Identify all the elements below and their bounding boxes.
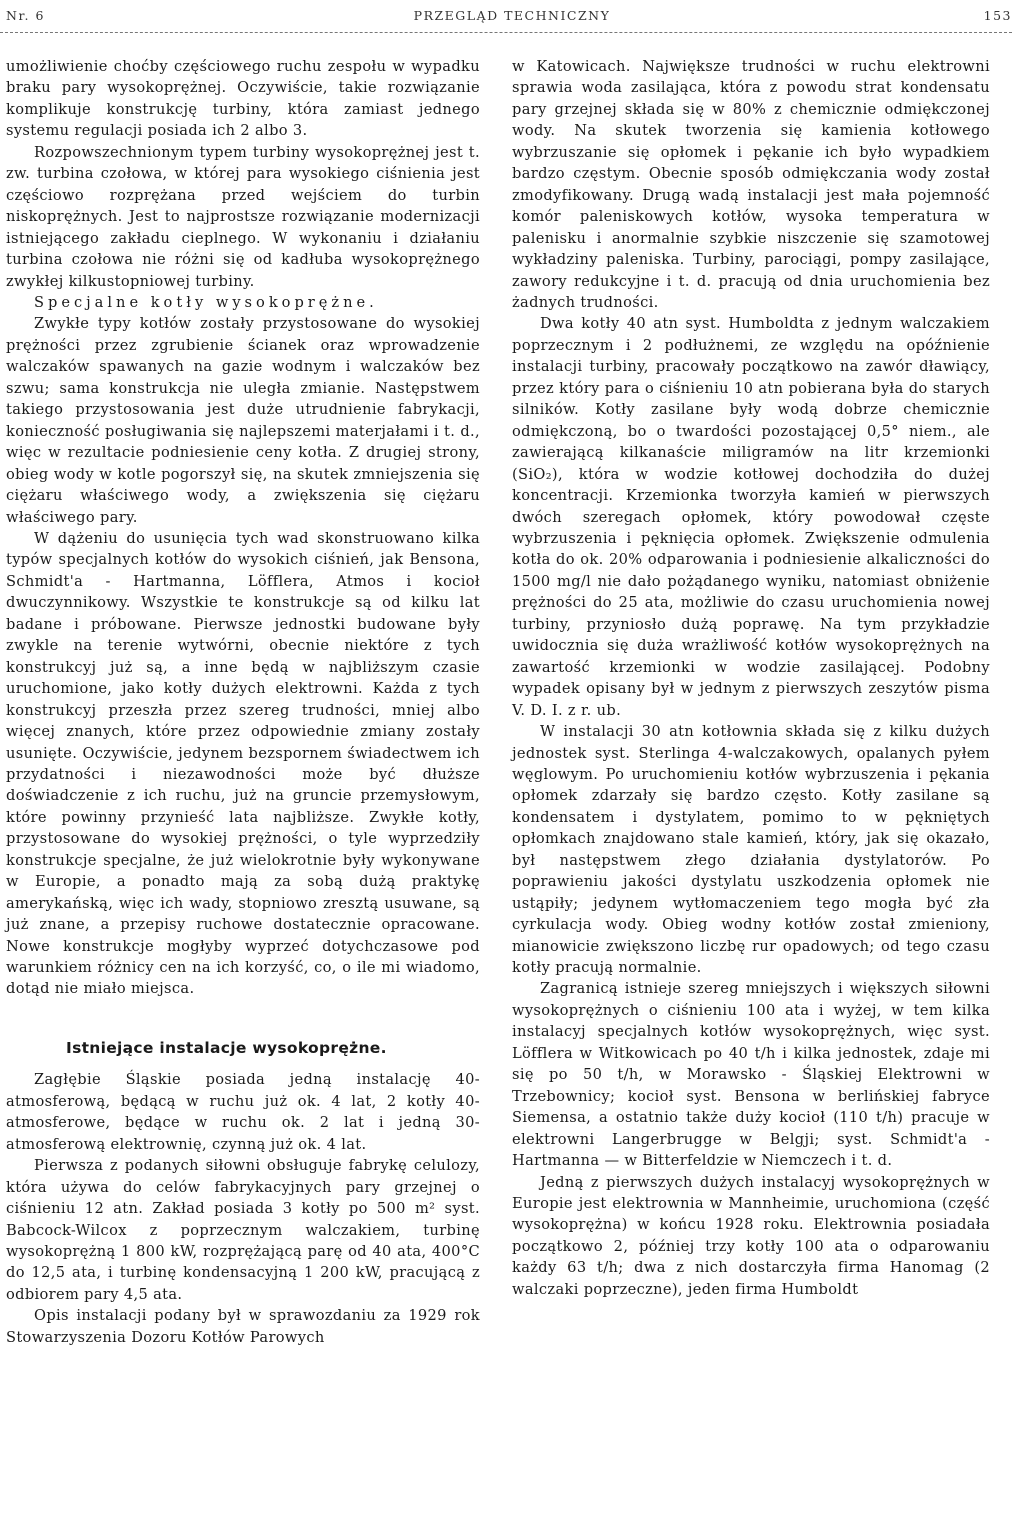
paragraph: W dążeniu do usunięcia tych wad skonstruowano kilka typów specjalnych kotłów do wysokich ciśnień, jak Bensona, Schmidt'a - Hartmanna, Löfflera, Atmos i kocioł dwuczynnikowy. Wszystkie te konstrukcje są od kilku lat badane i próbowane. Pierwsze jednostki budowane były zwykle na terenie wytwórni, obecnie niektóre z tych konstrukcyj już są, a inne będą w najbliższym czasie uruchomione, jako kotły dużych elektrowni. Każda z tych konstrukcyj przeszła przez szereg trudności, mniej albo więcej znanych, które przez odpowiednie zmiany zostały usunięte. Oczywiście, jedynem bezspornem świadectwem ich przydatności i niezawodności może być dłuższe doświadczenie z ich ruchu, już na gruncie przemysłowym, które powinny przynieść lata najbliższe. Zwykłe kotły, przystosowane do wysokiej prężności, o tyle wyprzedziły konstrukcje specjalne, że już wielokrotnie były wykonywane w Europie, a ponadto mają za sobą dużą praktykę amerykańską, więc ich wady, stopniowo zresztą usuwane, są już znane, a przepisy ruchowe dostatecznie opracowane. Nowe konstrukcje mogłyby wyprzeć dotychczasowe pod warunkiem różnicy cen na ich korzyść, co, o ile mi wiadomo, dotąd nie miało miejsca. bbox=[6, 529, 480, 998]
paragraph: Opis instalacji podany był w sprawozdaniu za 1929 rok Stowarzyszenia Dozoru Kotłów Parowych bbox=[6, 1307, 480, 1346]
section-subheading: Specjalne kotły wysokoprężne. bbox=[34, 293, 378, 311]
paragraph: Zagłębie Śląskie posiada jedną instalację 40-atmosferową, będącą w ruchu już ok. 4 lat, 2 kotły 40-atmosferowe, będące w ruchu ok. 2 lat i jedną 30-atmosferową elektrownię, czynną już ok. 4 lat. bbox=[6, 1071, 480, 1153]
paragraph: W instalacji 30 atn kotłownia składa się z kilku dużych jednostek syst. Sterlinga 4-walczakowych, opalanych pyłem węglowym. Po uruchomieniu kotłów wybrzuszenia i pękania opłomek zdarzały się bardzo często. Kotły zasilane są kondensatem i dystylatem, pomimo to w pękniętych opłomkach znajdowano stale kamień, który, jak się okazało, był następstwem złego działania dystylatorów. Po poprawieniu jakości dystylatu uszkodzenia opłomek nie ustąpiły; jedynem wytłomaczeniem tego mogła być zła cyrkulacja wody. Obieg wodny kotłów został zmieniony, mianowicie zwiększono liczbę rur opadowych; od tego czasu kotły pracują normalnie. bbox=[512, 723, 990, 977]
page-number: 153 bbox=[983, 8, 1012, 23]
issue-number: Nr. 6 bbox=[6, 8, 45, 23]
paragraph: Zwykłe typy kotłów zostały przystosowane do wysokiej prężności przez zgrubienie ścianek oraz wprowadzenie walczaków spawanych na gazie wodnym i walczaków bez szwu; sama konstrukcja nie uległa zmianie. Następstwem takiego przystosowania jest duże utrudnienie fabrykacji, konieczność posługiwania się najlepszemi materjałami i t. d., więc w rezultacie podniesienie ceny kotła. Z drugiej strony, obieg wody w kotle pogorszył się, na skutek zmniejszenia się ciężaru właściwego wody, a zwiększenia się ciężaru właściwego pary. bbox=[6, 315, 480, 526]
paragraph: Jedną z pierwszych dużych instalacyj wysokoprężnych w Europie jest elektrownia w Mannheimie, uruchomiona (część wysokoprężna) w końcu 1928 roku. Elektrownia posiadała początkowo 2, później trzy kotły 100 ata o odparowaniu każdy 63 t/h; dwa z nich dostarczyła firma Hanomag (2 walczaki poprzeczne), jeden firma Humboldt bbox=[512, 1173, 990, 1298]
left-column bbox=[6, 56, 480, 1348]
journal-title: PRZEGLĄD TECHNICZNY bbox=[413, 8, 611, 23]
paragraph: Pierwsza z podanych siłowni obsługuje fabrykę celulozy, która używa do celów fabrykacyjnych pary grzejnej o ciśnieniu 12 atn. Zakład posiada 3 kotły po 500 m² syst. Babcock-Wilcox z poprzecznym walczakiem, turbinę wysokoprężną 1 800 kW, rozprężającą parę od 40 ata, 400°C do 12,5 ata, i turbinę kondensacyjną 1 200 kW, pracującą z odbiorem pary 4,5 ata. bbox=[6, 1157, 480, 1303]
paragraph: Rozpowszechnionym typem turbiny wysokoprężnej jest t. zw. turbina czołowa, w której para wysokiego ciśnienia jest częściowo rozprężana przed wejściem do turbin niskoprężnych. Jest to najprostsze rozwiązanie modernizacji istniejącego zakładu cieplnego. W wykonaniu i działaniu turbina czołowa nie różni się od kadłuba wysokoprężnego zwykłej kilkustopniowej turbiny. bbox=[6, 143, 480, 290]
paragraph: w Katowicach. Największe trudności w ruchu elektrowni sprawia woda zasilająca, która z powodu strat kondensatu pary grzejnej składa się w 80% z chemicznie odmiękczonej wody. Na skutek tworzenia się kamienia kotłowego wybrzuszanie się opłomek i pękanie ich było wypadkiem bardzo częstym. Obecnie sposób odmiękczania wody został zmodyfikowany. Drugą wadą instalacji jest mała pojemność komór paleniskowych kotłów, wysoka temperatura w palenisku i anormalnie szybkie niszczenie się szamotowej wykładziny paleniska. Turbiny, parociągi, pompy zasilające, zawory redukcyjne i t. d. pracują od dnia uruchomienia bez żadnych trudności. bbox=[512, 58, 990, 311]
paragraph: Zagranicą istnieje szereg mniejszych i większych siłowni wysokoprężnych o ciśnieniu 100 ata i wyżej, w tem kilka instalacyj specjalnych kotłów wysokoprężnych, więc syst. Löfflera w Witkowicach po 40 t/h i kilka jednostek, zdaje mi się po 50 t/h, w Morawsko - Śląskiej Elektrowni w Trzebownicy; kocioł syst. Bensona w berlińskiej fabryce Siemensa, a ostatnio także duży kocioł (110 t/h) pracuje w elektrowni Langerbrugge w Belgji; syst. Schmidt'a - Hartmanna — w Bitterfeldzie w Niemczech i t. d. bbox=[512, 980, 990, 1170]
paragraph: umożliwienie choćby częściowego ruchu zespołu w wypadku braku pary wysokoprężnej. Oczywiście, takie rozwiązanie komplikuje konstrukcję turbiny, która zamiast jednego systemu regulacji posiada ich 2 albo 3. bbox=[6, 58, 480, 140]
section-heading: Istniejące instalacje wysokoprężne. bbox=[66, 1038, 387, 1057]
right-column bbox=[512, 56, 990, 1300]
header-rule bbox=[0, 32, 1012, 33]
running-header bbox=[0, 6, 1024, 28]
paragraph: Dwa kotły 40 atn syst. Humboldta z jednym walczakiem poprzecznym i 2 podłużnemi, ze względu na opóźnienie instalacji turbiny, pracowały początkowo na zawór dławiący, przez który para o ciśnieniu 10 atn pobierana była do starych silników. Kotły zasilane były wodą dobrze chemicznie odmiękczoną, bo o twardości pozostającej 0,5° niem., ale zawierającą kilkanaście miligramów na litr krzemionki (SiO₂), która w wodzie kotłowej dochodziła do dużej koncentracji. Krzemionka tworzyła kamień w pierwszych dwóch szeregach opłomek, który powodował częste wybrzuszenia i pęknięcia opłomek. Zwiększenie odmulenia kotła do ok. 20% odparowania i podniesienie alkaliczności do 1500 mg/l nie dało pożądanego wyniku, natomiast obniżenie prężności do 25 ata, możliwie do czasu uruchomienia nowej turbiny, przyniosło dużą poprawę. Na tym przykładzie uwidocznia się duża wrażliwość kotłów wysokoprężnych na zawartość krzemionki w wodzie zasilającej. Podobny wypadek opisany był w jednym z pierwszych zeszytów pisma V. D. I. z r. ub. bbox=[512, 315, 990, 719]
